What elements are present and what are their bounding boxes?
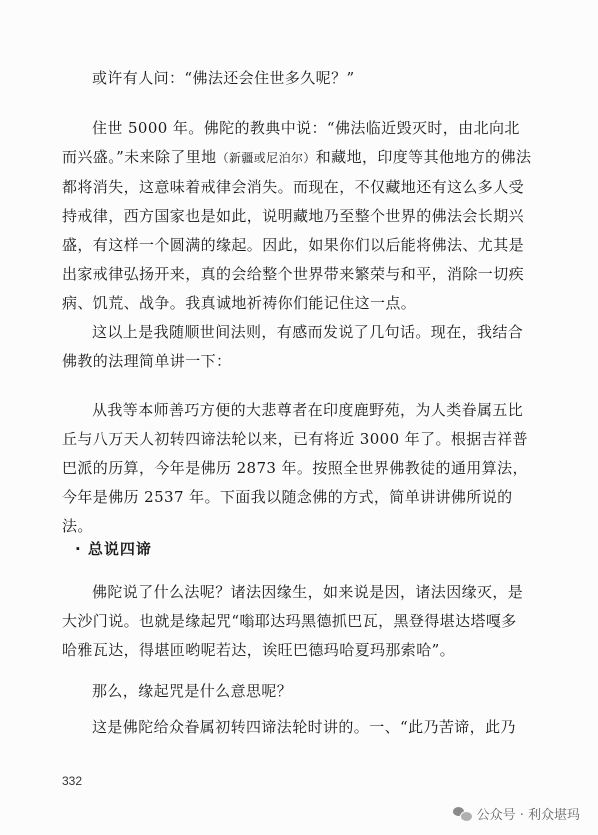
watermark	[453, 804, 580, 823]
section-heading: · 总说四谛	[75, 540, 152, 558]
paragraph-four-truths: 这是佛陀给众眷属初转四谛法轮时讲的。一、“此乃苦谛，此乃	[92, 718, 516, 736]
paragraph-duration-text-b: 和藏地，印度等其他地方的佛法都将消失，这意味着戒律会消失。而现在，不仅藏地还有这么多人受持戒律，西方国家也是如此，说明藏地乃至整个世界的佛法会长期兴盛，有这样一个圆满的缘起。因此，如果你们以后能将佛法、尤其是出家戒律弘扬开来，真的会给整个世界带来繁荣与和平，消除一切疾病、饥荒、战争。我真诚地祈祷你们能记住这一点。	[62, 148, 532, 312]
paragraph-duration-text-a: 住世 5000 年。佛陀的教典中说：“佛法临近毁灭时，由北向北而兴盛。”未来除了里地	[62, 119, 520, 166]
paragraph-transition: 这以上是我随顺世间法则，有感而发说了几句话。现在，我结合佛教的法理简单讲一下：	[62, 323, 524, 370]
paragraph-question: 或许有人问：“佛法还会住世多久呢？”	[92, 69, 355, 87]
paragraph-dharma: 佛陀说了什么法呢？诸法因缘生，如来说是因，诸法因缘灭，是大沙门说。也就是缘起咒“嗡耶达玛黑德抓巴瓦，黑登得堪达塔嘎多哈雅瓦达，得堪匝哟呢若达，诶旺巴德玛哈夏玛那索哈”。	[62, 583, 524, 659]
paragraph-duration	[62, 114, 532, 318]
watermark-text: 公众号 · 利众堪玛	[476, 808, 580, 823]
paragraph-meaning-question: 那么，缘起咒是什么意思呢？	[92, 682, 293, 700]
wechat-icon	[453, 807, 471, 821]
page-number: 332	[62, 774, 83, 788]
paragraph-history: 从我等本师善巧方便的大悲尊者在印度鹿野苑，为人类眷属五比丘与八万天人初转四谛法轮以来，已有将近 3000 年了。根据吉祥普巴派的历算，今年是佛历 2873 年。按照全世界佛教徒的通用算法，今年是佛历 2537 年。下面我以随念佛的方式，简单讲讲佛所说的法。	[62, 401, 528, 535]
paragraph-duration-note: （新疆或尼泊尔）	[216, 151, 316, 165]
